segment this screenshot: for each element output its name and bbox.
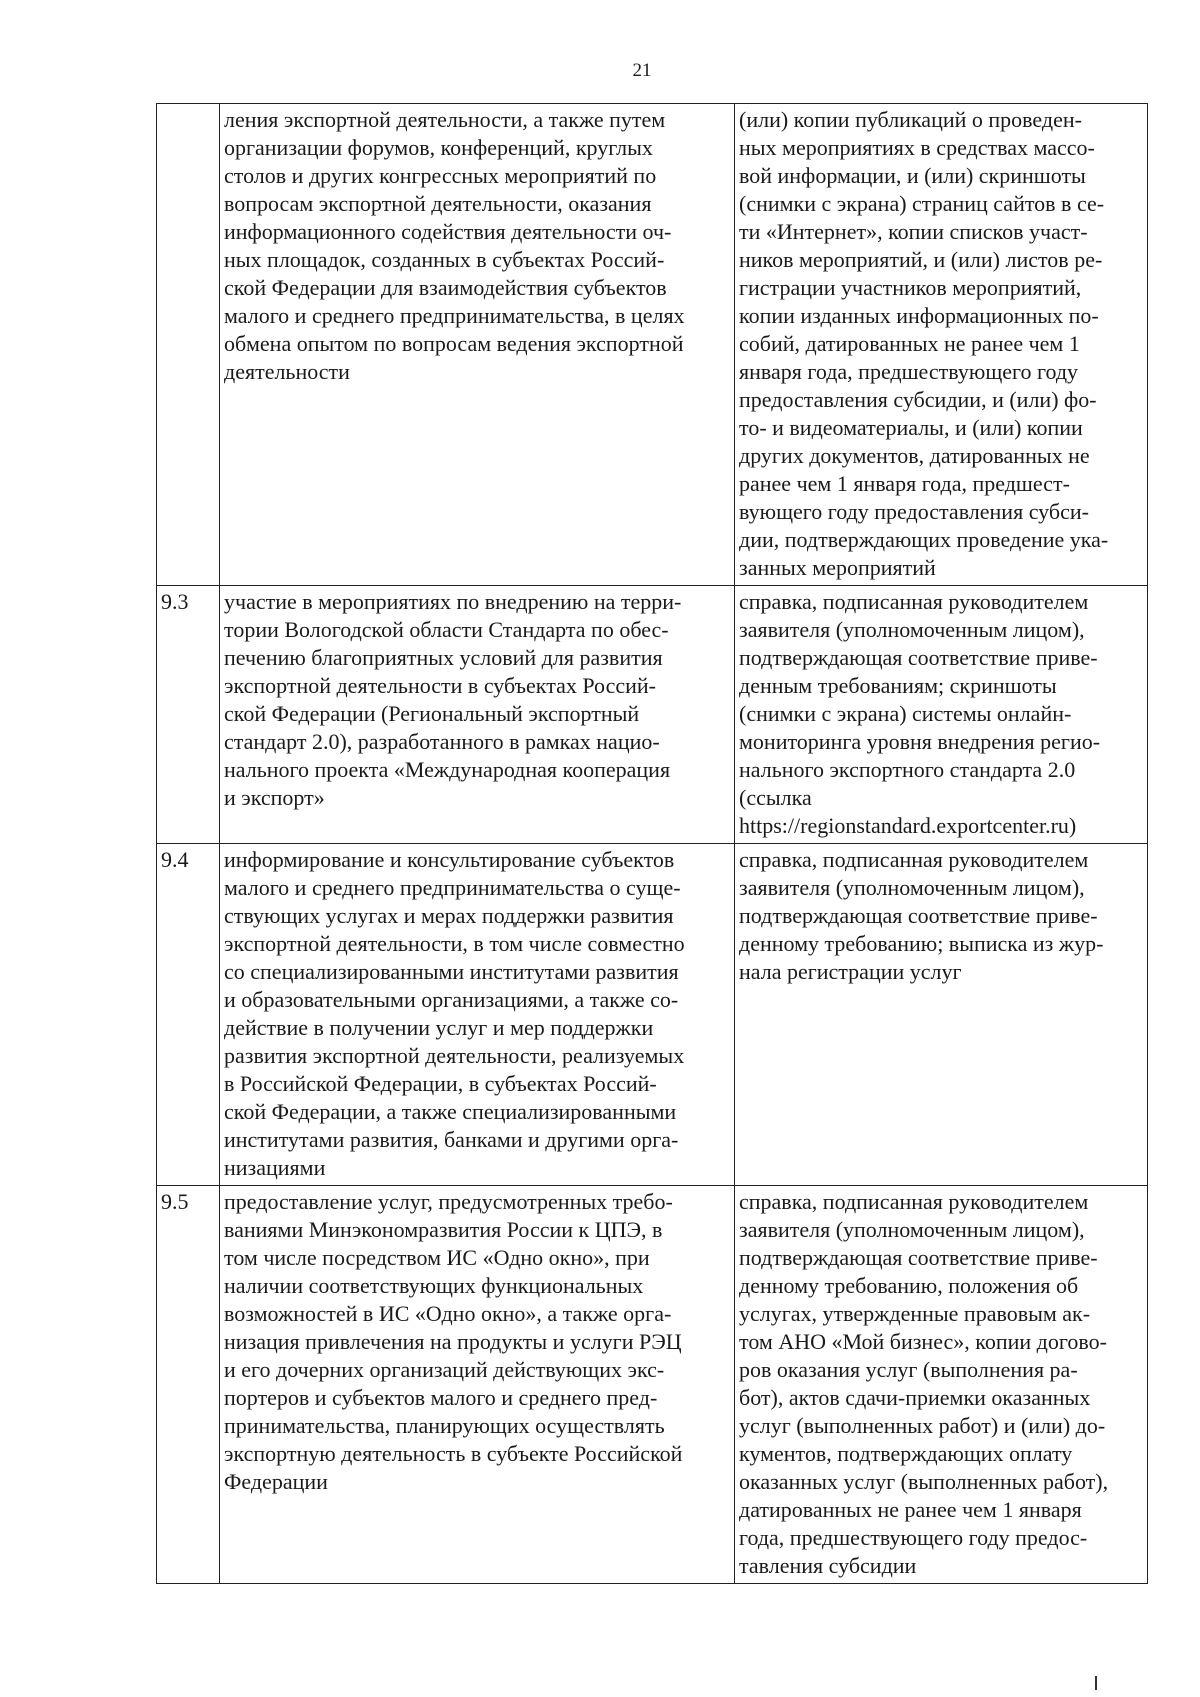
requirement-text-line: деятельности: [224, 359, 350, 384]
requirement-text-line: Федерации: [224, 1469, 328, 1494]
document-text-line: справка, подписанная руководителем: [739, 847, 1089, 872]
requirement-text-line: в Российской Федерации, в субъектах Россий-: [224, 1071, 657, 1096]
document-text-line: подтверждающая соответствие приве-: [739, 903, 1098, 928]
requirement-text-line: институтами развития, банками и другими орга-: [224, 1127, 679, 1152]
document-text-line: справка, подписанная руководителем: [739, 1189, 1089, 1214]
table-row: [157, 104, 1148, 586]
requirement-text-line: наличии соответствующих функциональных: [224, 1273, 644, 1298]
requirement-text-line: ных площадок, созданных в субъектах Россий-: [224, 247, 665, 272]
document-text-line: мониторинга уровня внедрения регио-: [739, 729, 1101, 754]
requirement-text-line: участие в мероприятиях по внедрению на терри-: [224, 589, 682, 614]
document-text-line: года, предшествующего году предос-: [739, 1525, 1088, 1550]
requirement-text-line: низация привлечения на продукты и услуги РЭЦ: [224, 1329, 682, 1354]
document-text-line: гистрации участников мероприятий,: [739, 275, 1082, 300]
requirement-text-line: организации форумов, конференций, круглых: [224, 135, 653, 160]
requirement-text-line: и его дочерних организаций действующих экс-: [224, 1357, 665, 1382]
row-number-cell: [157, 586, 220, 844]
requirement-text-line: ской Федерации, а также специализированными: [224, 1099, 677, 1124]
document-text-line: бот), актов сдачи-приемки оказанных: [739, 1385, 1091, 1410]
document-text-line: других документов, датированных не: [739, 443, 1090, 468]
requirement-text-line: со специализированными институтами развития: [224, 959, 679, 984]
document-cell: [735, 844, 1148, 1186]
document-text-line: собий, датированных не ранее чем 1: [739, 331, 1080, 356]
requirement-text-line: принимательства, планирующих осуществлять: [224, 1413, 665, 1438]
document-text-line: услугах, утвержденные правовым ак-: [739, 1301, 1091, 1326]
requirement-text-line: ской Федерации для взаимодействия субъектов: [224, 275, 667, 300]
row-number-cell: [157, 1186, 220, 1584]
document-text-line: оказанных услуг (выполненных работ),: [739, 1469, 1109, 1494]
document-text-line: нала регистрации услуг: [739, 959, 962, 984]
document-text-line: нального экспортного стандарта 2.0: [739, 757, 1076, 782]
document-text-line: (или) копии публикаций о проведен-: [739, 107, 1082, 132]
requirement-cell: [220, 104, 735, 586]
requirement-text-line: информирование и консультирование субъектов: [224, 847, 675, 872]
requirement-cell: [220, 1186, 735, 1584]
document-text-line: занных мероприятий: [739, 555, 936, 580]
requirement-text-line: малого и среднего предпринимательства о суще-: [224, 875, 681, 900]
document-text-line: услуг (выполненных работ) и (или) до-: [739, 1413, 1106, 1438]
requirement-text-line: вопросам экспортной деятельности, оказания: [224, 191, 652, 216]
requirement-text-line: обмена опытом по вопросам ведения экспортной: [224, 331, 684, 356]
requirement-text-line: ствующих услугах и мерах поддержки развития: [224, 903, 674, 928]
document-text-line: датированных не ранее чем 1 января: [739, 1497, 1082, 1522]
requirement-text-line: ваниями Минэкономразвития России к ЦПЭ, в: [224, 1217, 663, 1242]
requirement-text-line: низациями: [224, 1155, 326, 1180]
requirement-text-line: информационного содействия деятельности оч-: [224, 219, 672, 244]
document-text-line: копии изданных информационных по-: [739, 303, 1099, 328]
document-text-line: ников мероприятий, и (или) листов ре-: [739, 247, 1103, 272]
table-body: [157, 104, 1148, 1584]
requirement-text-line: малого и среднего предпринимательства, в целях: [224, 303, 685, 328]
document-text-line: ров оказания услуг (выполнения ра-: [739, 1357, 1078, 1382]
document-text-line: заявителя (уполномоченным лицом),: [739, 1217, 1085, 1242]
table-row: [157, 844, 1148, 1186]
requirement-text-line: нального проекта «Международная кооперация: [224, 757, 671, 782]
requirement-text-line: возможностей в ИС «Одно окно», а также орга-: [224, 1301, 672, 1326]
document-text-line: дии, подтверждающих проведение ука-: [739, 527, 1109, 552]
document-text-line: денному требованию; выписка из жур-: [739, 931, 1104, 956]
document-text-line: (снимки с экрана) страниц сайтов в се-: [739, 191, 1105, 216]
document-text-line: заявителя (уполномоченным лицом),: [739, 617, 1085, 642]
requirements-table: [156, 103, 1148, 1584]
table-row: [157, 586, 1148, 844]
document-cell: [735, 104, 1148, 586]
document-text-line: то- и видеоматериалы, и (или) копии: [739, 415, 1083, 440]
requirement-text-line: действие в получении услуг и мер поддержки: [224, 1015, 654, 1040]
document-text-line: подтверждающая соответствие приве-: [739, 1245, 1098, 1270]
document-cell: [735, 586, 1148, 844]
document-text-line: заявителя (уполномоченным лицом),: [739, 875, 1085, 900]
table-row: [157, 1186, 1148, 1584]
document-text-line: ти «Интернет», копии списков участ-: [739, 219, 1088, 244]
requirement-cell: [220, 844, 735, 1186]
requirement-text-line: стандарт 2.0), разработанного в рамках нацио-: [224, 729, 660, 754]
row-number-cell: [157, 844, 220, 1186]
document-text-line: ранее чем 1 января года, предшест-: [739, 471, 1070, 496]
page-number: 21: [632, 60, 652, 81]
requirement-text-line: печению благоприятных условий для развития: [224, 645, 663, 670]
document-text-line: кументов, подтверждающих оплату: [739, 1441, 1073, 1466]
document-text-line: справка, подписанная руководителем: [739, 589, 1089, 614]
requirement-text-line: предоставление услуг, предусмотренных требо-: [224, 1189, 673, 1214]
requirement-text-line: экспортную деятельность в субъекте Российской: [224, 1441, 683, 1466]
requirement-text-line: экспортной деятельности в субъектах Россий-: [224, 673, 656, 698]
document-text-line: тавления субсидии: [739, 1553, 917, 1578]
document-text-line: (снимки с экрана) системы онлайн-: [739, 701, 1072, 726]
row-number: 9.5: [161, 1189, 189, 1214]
document-text-line: ных мероприятиях в средствах массо-: [739, 135, 1095, 160]
document-text-line: января года, предшествующего году: [739, 359, 1079, 384]
requirement-text-line: и образовательными организациями, а также со-: [224, 987, 679, 1012]
document-text-line: том АНО «Мой бизнес», копии догово-: [739, 1329, 1107, 1354]
requirement-text-line: и экспорт»: [224, 785, 325, 810]
document-text-line: https://regionstandard.exportcenter.ru): [739, 813, 1077, 838]
requirement-text-line: тории Вологодской области Стандарта по обес-: [224, 617, 669, 642]
requirement-text-line: том числе посредством ИС «Одно окно», при: [224, 1245, 650, 1270]
row-number: 9.4: [161, 847, 189, 872]
scan-edge-mark: [1095, 1676, 1097, 1690]
document-text-line: подтверждающая соответствие приве-: [739, 645, 1098, 670]
document-cell: [735, 1186, 1148, 1584]
document-text-line: предоставления субсидии, и (или) фо-: [739, 387, 1097, 412]
requirement-text-line: ления экспортной деятельности, а также путем: [224, 107, 666, 132]
document-text-line: денному требованию, положения об: [739, 1273, 1079, 1298]
requirement-cell: [220, 586, 735, 844]
requirement-text-line: экспортной деятельности, в том числе совместно: [224, 931, 685, 956]
requirement-text-line: ской Федерации (Региональный экспортный: [224, 701, 640, 726]
row-number: 9.3: [161, 589, 189, 614]
document-text-line: денным требованиям; скриншоты: [739, 673, 1057, 698]
requirement-text-line: портеров и субъектов малого и среднего пред-: [224, 1385, 658, 1410]
row-number-cell: [157, 104, 220, 586]
requirement-text-line: развития экспортной деятельности, реализуемых: [224, 1043, 685, 1068]
document-text-line: вующего году предоставления субси-: [739, 499, 1089, 524]
document-text-line: вой информации, и (или) скриншоты: [739, 163, 1086, 188]
document-text-line: (ссылка: [739, 785, 812, 810]
requirement-text-line: столов и других конгрессных мероприятий по: [224, 163, 657, 188]
